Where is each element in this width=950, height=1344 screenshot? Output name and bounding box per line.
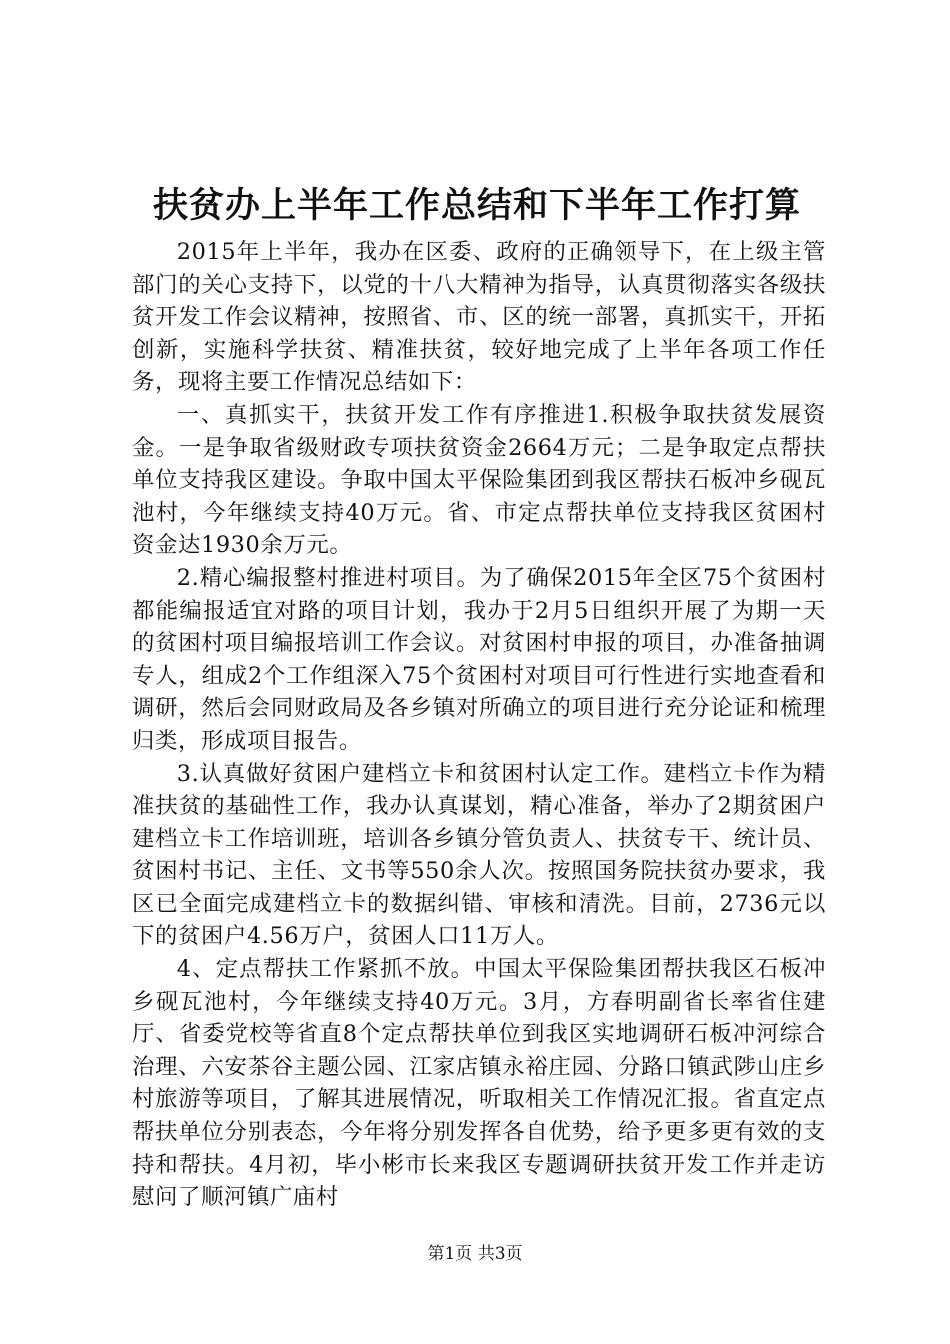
paragraph-item-3: 3.认真做好贫困户建档立卡和贫困村认定工作。建档立卡作为精准扶贫的基础性工作，我办认真谋划，精心准备，举办了2期贫困户建档立卡工作培训班，培训各乡镇分管负责人、扶贫专干、统计员、贫困村书记、主任、文书等550余人次。按照国务院扶贫办要求，我区已全面完成建档立卡的数据纠错、审核和清洗。目前，2736元以下的贫困户4.56万户，贫困人口11万人。: [132, 760, 826, 950]
paragraph-intro: 2015年上半年，我办在区委、政府的正确领导下，在上级主管部门的关心支持下，以党的十八大精神为指导，认真贯彻落实各级扶贫开发工作会议精神，按照省、市、区的统一部署，真抓实干，开拓创新，实施科学扶贫、精准扶贫，较好地完成了上半年各项工作任务，现将主要工作情况总结如下：: [132, 239, 826, 396]
page-footer: 第1页 共3页: [427, 1244, 523, 1264]
paragraph-item-4: 4、定点帮扶工作紧抓不放。中国太平保险集团帮扶我区石板冲乡砚瓦池村，今年继续支持40万元。3月，方春明副省长率省住建厅、省委党校等省直8个定点帮扶单位到我区实地调研石板冲河综合治理、六安茶谷主题公园、江家店镇永裕庄园、分路口镇武陟山庄乡村旅游等项目，了解其进展情况，听取相关工作情况汇报。省直定点帮扶单位分别表态，今年将分别发挥各自优势，给予更多更有效的支持和帮扶。4月初，毕小彬市长来我区专题调研扶贫开发工作并走访慰问了顺河镇广庙村: [132, 956, 826, 1211]
document-title: 扶贫办上半年工作总结和下半年工作打算: [152, 185, 801, 226]
paragraph-section-1: 一、真抓实干，扶贫开发工作有序推进1.积极争取扶贫发展资金。一是争取省级财政专项扶贫资金2664万元；二是争取定点帮扶单位支持我区建设。争取中国太平保险集团到我区帮扶石板冲乡砚瓦池村，今年继续支持40万元。省、市定点帮扶单位支持我区贫困村资金达1930余万元。: [132, 401, 826, 559]
paragraph-item-2: 2.精心编报整村推进村项目。为了确保2015年全区75个贫困村都能编报适宜对路的项目计划，我办于2月5日组织开展了为期一天的贫困村项目编报培训工作会议。对贫困村申报的项目，办准备抽调专人，组成2个工作组深入75个贫困村对项目可行性进行实地查看和调研，然后会同财政局及各乡镇对所确立的项目进行充分论证和梳理归类，形成项目报告。: [132, 564, 826, 754]
document-body: [132, 236, 826, 1214]
